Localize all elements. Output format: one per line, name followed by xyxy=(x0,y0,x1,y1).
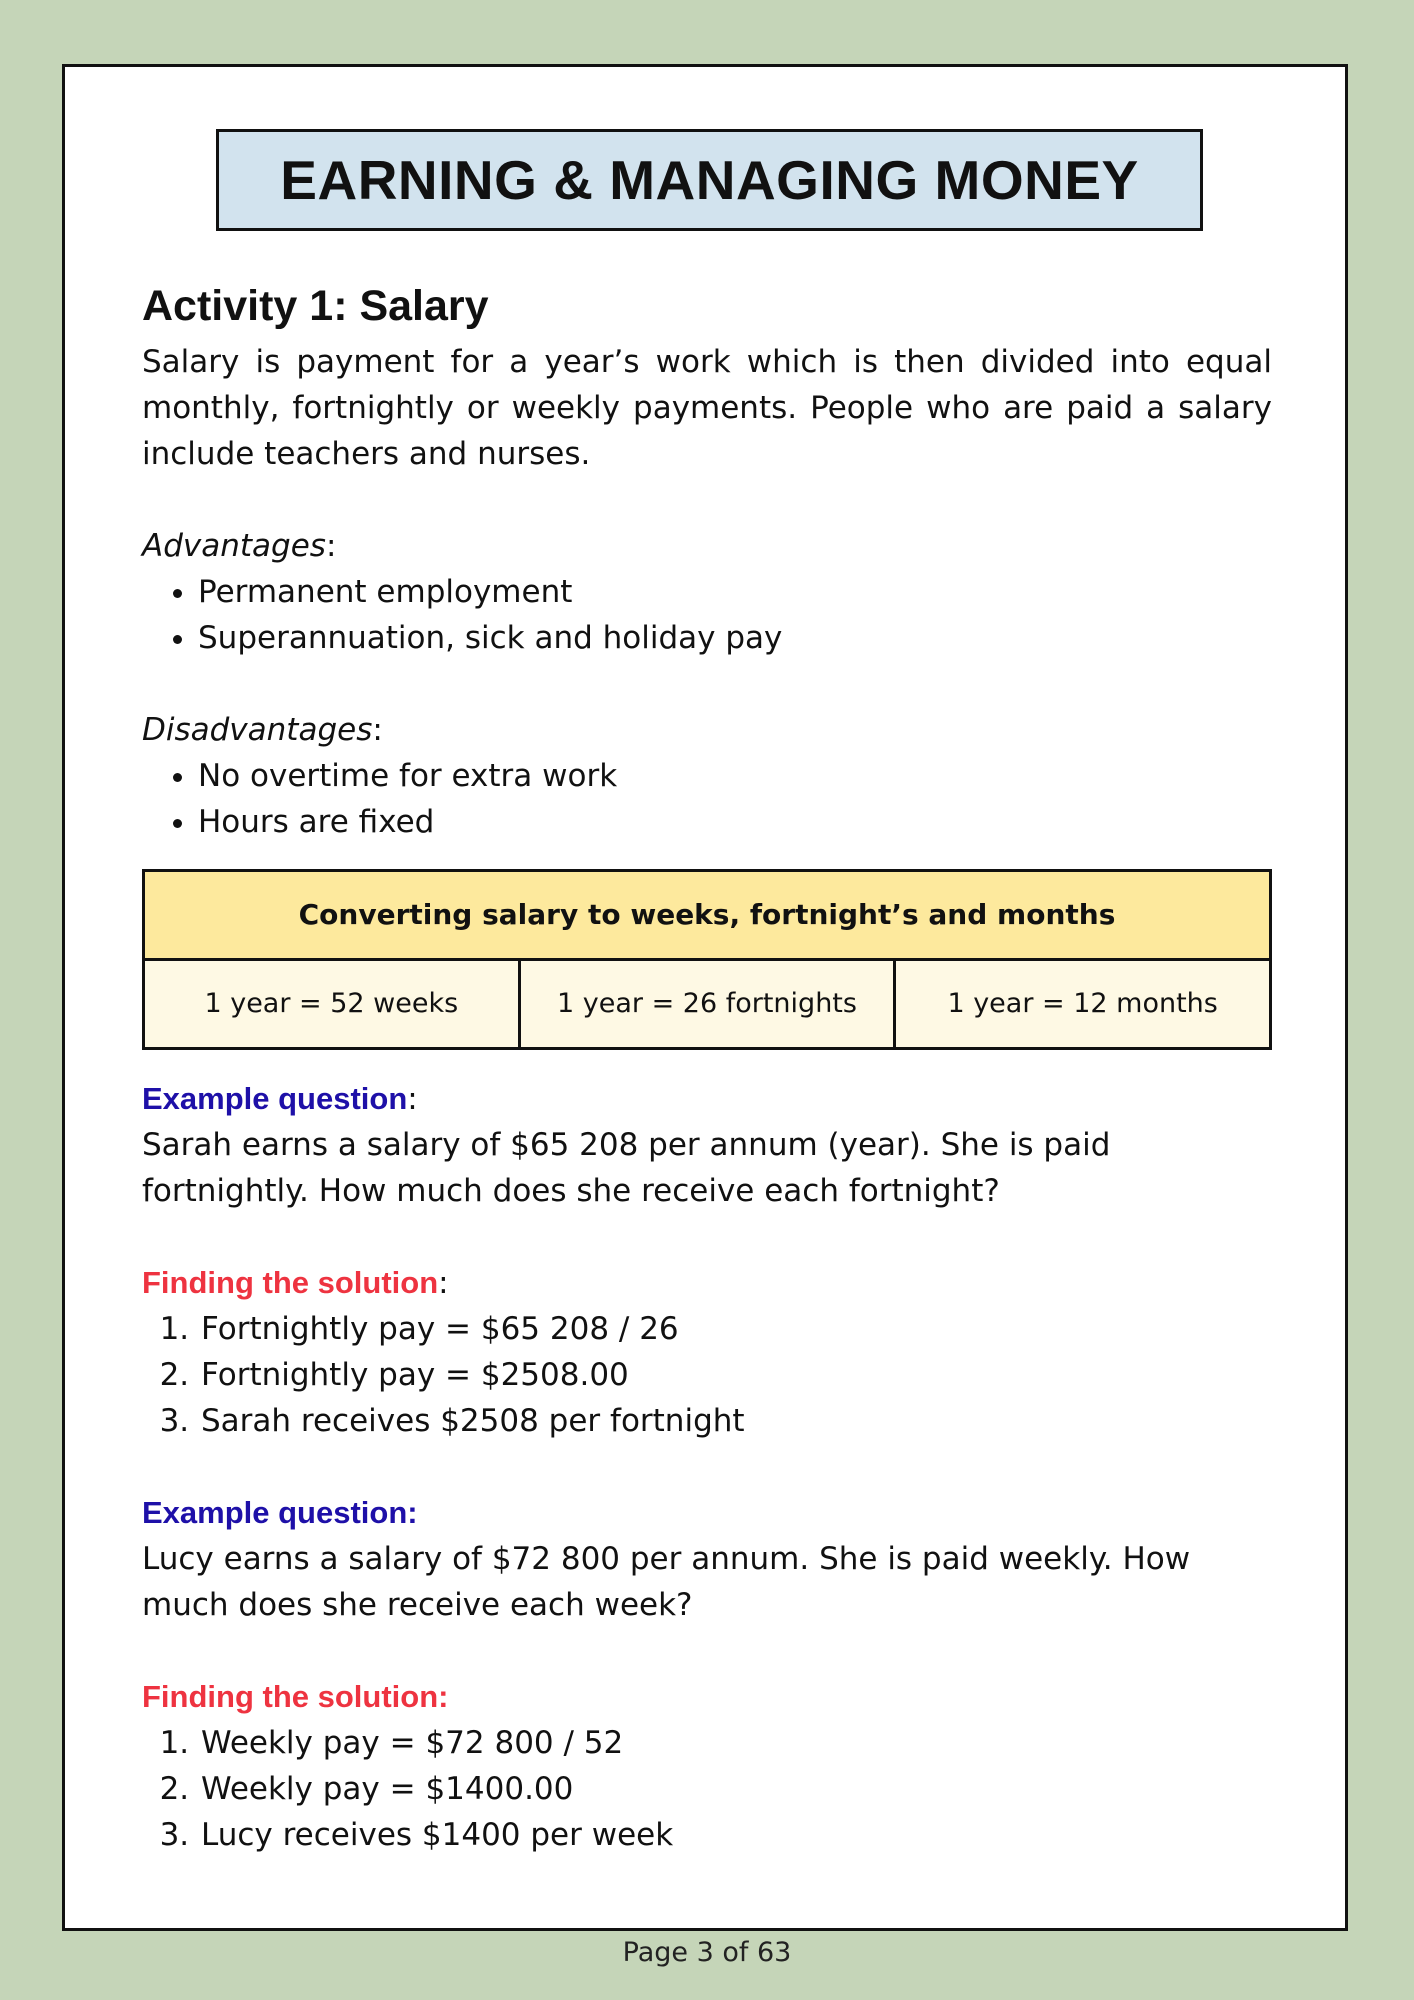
example2-solution-label: Finding the solution: xyxy=(142,1679,449,1714)
conversion-cell-weeks: 1 year = 52 weeks xyxy=(144,960,520,1049)
page-title: EARNING & MANAGING MONEY xyxy=(216,129,1203,231)
list-item: 2. Fortnightly pay = $2508.00 xyxy=(199,1352,1272,1398)
list-item: • Permanent employment xyxy=(198,569,1272,615)
list-item: 1. Fortnightly pay = $65 208 / 26 xyxy=(199,1306,1272,1352)
example1-question: Sarah earns a salary of $65 208 per annum (year). She is paid fortnightly. How much does she receive each fortnight? xyxy=(142,1127,1111,1209)
list-item: 3. Sarah receives $2508 per fortnight xyxy=(199,1398,1272,1444)
advantages-label: Advantages xyxy=(142,528,326,564)
content xyxy=(142,279,1272,1858)
intro-paragraph: Salary is payment for a year’s work which is then divided into equal monthly, fortnightly or weekly payments. People who are paid a salary include teachers and nurses. xyxy=(142,344,1272,472)
list-item: 2. Weekly pay = $1400.00 xyxy=(199,1766,1272,1812)
conversion-cell-months: 1 year = 12 months xyxy=(895,960,1271,1049)
advantages-list xyxy=(142,569,1272,661)
list-item: • No overtime for extra work xyxy=(198,753,1272,799)
list-item: 1. Weekly pay = $72 800 / 52 xyxy=(199,1720,1272,1766)
disadvantages-label: Disadvantages xyxy=(142,712,373,748)
page-number: Page 3 of 63 xyxy=(622,1937,792,1968)
example2-label: Example question: xyxy=(142,1495,418,1530)
example1-label: Example question xyxy=(142,1081,408,1116)
conversion-table xyxy=(142,869,1272,1050)
page-frame xyxy=(62,64,1348,1931)
disadvantages-list xyxy=(142,753,1272,845)
list-item: • Hours are fixed xyxy=(198,799,1272,845)
list-item: • Superannuation, sick and holiday pay xyxy=(198,615,1272,661)
example1-steps xyxy=(142,1306,1272,1444)
example1-solution-heading: Finding the solution: xyxy=(142,1265,449,1301)
advantages-heading: Advantages: xyxy=(142,528,337,564)
example2-heading xyxy=(142,1490,1272,1536)
example2-solution-heading xyxy=(142,1674,1272,1720)
example1-heading: Example question: xyxy=(142,1081,418,1117)
example2-question: Lucy earns a salary of $72 800 per annum. She is paid weekly. How much does she receive each week? xyxy=(142,1541,1191,1623)
example1-solution-label: Finding the solution xyxy=(142,1265,439,1300)
conversion-cell-fortnights: 1 year = 26 fortnights xyxy=(519,960,895,1049)
example2-steps xyxy=(142,1720,1272,1858)
conversion-table-header: Converting salary to weeks, fortnight’s and months xyxy=(144,871,1271,960)
activity-heading: Activity 1: Salary xyxy=(142,282,489,330)
disadvantages-heading: Disadvantages: xyxy=(142,712,383,748)
list-item: 3. Lucy receives $1400 per week xyxy=(199,1812,1272,1858)
